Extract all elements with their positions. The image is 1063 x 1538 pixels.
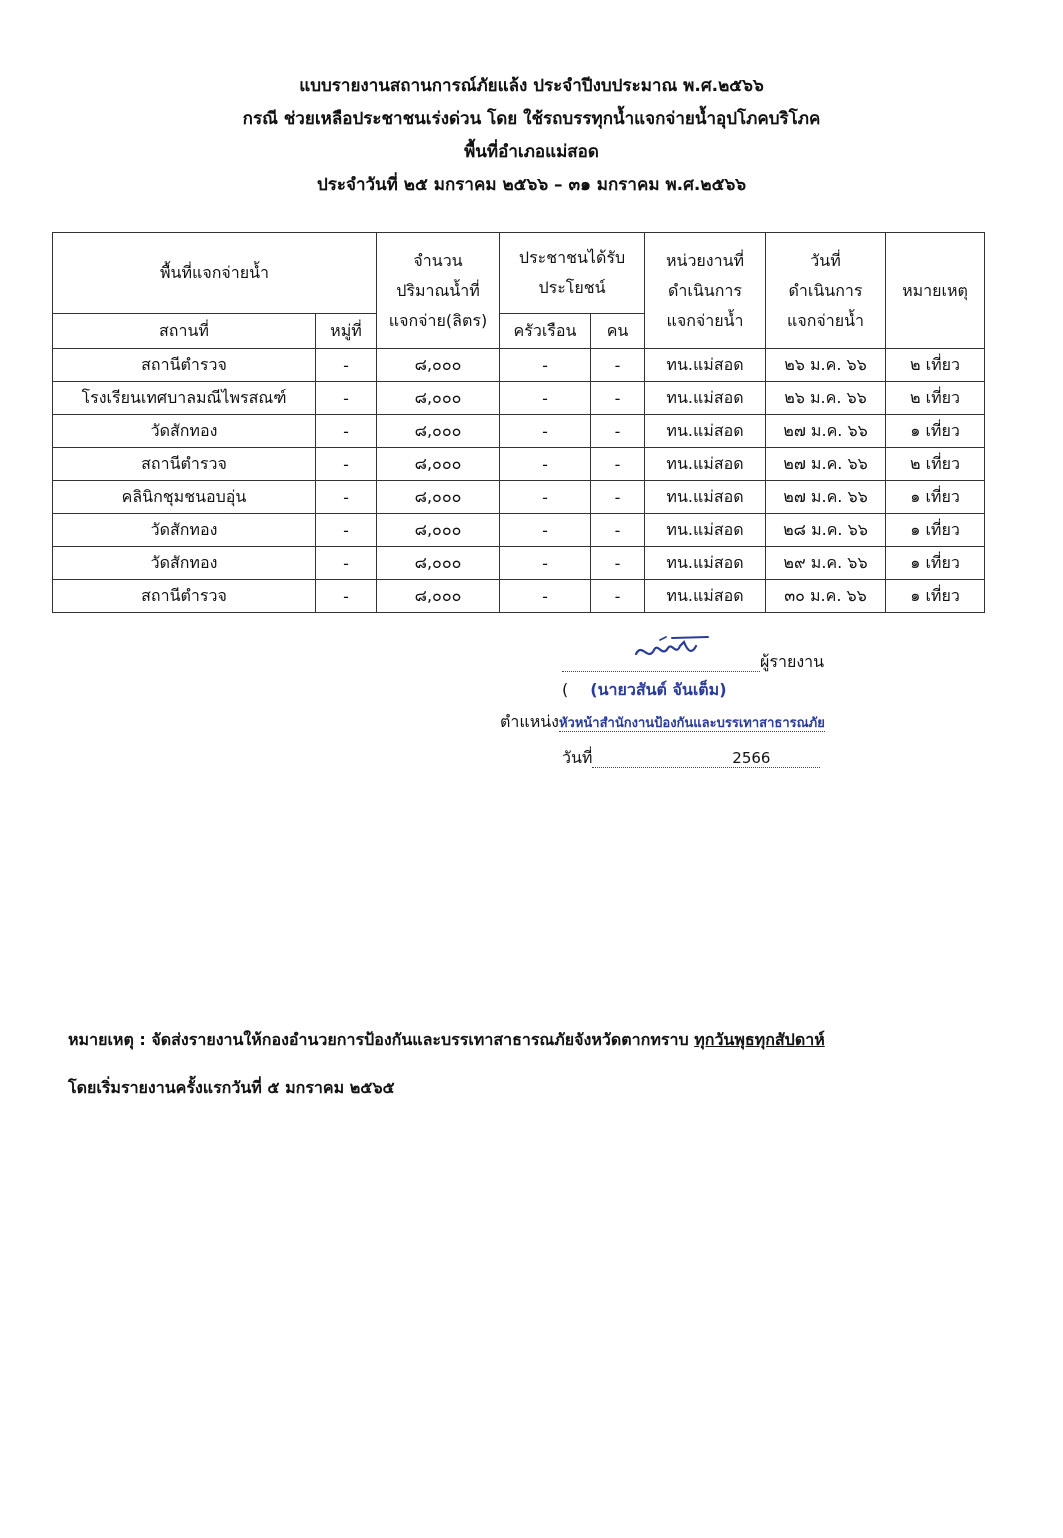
- water-distribution-table: [52, 232, 985, 613]
- place-cell: สถานีตำรวจ: [53, 448, 316, 481]
- households-cell: -: [500, 349, 591, 382]
- date-cell: ๒๖ ม.ค. ๖๖: [766, 349, 886, 382]
- people-cell: -: [591, 547, 645, 580]
- remark-cell: ๑ เที่ยว: [886, 547, 985, 580]
- agency-cell: ทน.แม่สอด: [645, 415, 766, 448]
- agency-cell: ทน.แม่สอด: [645, 481, 766, 514]
- village-cell: -: [316, 547, 377, 580]
- header-date-cell: วันที่ ดำเนินการ แจกจ่ายน้ำ: [766, 233, 886, 349]
- village-cell: -: [316, 382, 377, 415]
- date-line: [562, 746, 820, 771]
- reporter-name-line: ( (นายวสันต์ จันเต็ม): [562, 680, 727, 699]
- agency-cell: ทน.แม่สอด: [645, 580, 766, 613]
- table-row: [53, 448, 985, 481]
- header-agency-cell: หน่วยงานที่ ดำเนินการ แจกจ่ายน้ำ: [645, 233, 766, 349]
- households-cell: -: [500, 547, 591, 580]
- date-cell: ๓๐ ม.ค. ๖๖: [766, 580, 886, 613]
- header-title: แบบรายงานสถานการณ์ภัยแล้ง ประจำปีงบประมาณ พ.ศ.๒๕๖๖: [299, 76, 764, 96]
- date-cell: ๒๗ ม.ค. ๖๖: [766, 481, 886, 514]
- note-start-date: โดยเริ่มรายงานครั้งแรกวันที่ ๕ มกราคม ๒๕๖๕: [68, 1078, 395, 1097]
- remark-cell: ๑ เที่ยว: [886, 514, 985, 547]
- households-cell: -: [500, 580, 591, 613]
- table-row: [53, 415, 985, 448]
- date-cell: ๒๙ ม.ค. ๖๖: [766, 547, 886, 580]
- households-cell: -: [500, 514, 591, 547]
- remark-cell: ๒ เที่ยว: [886, 382, 985, 415]
- agency-cell: ทน.แม่สอด: [645, 448, 766, 481]
- households-cell: -: [500, 448, 591, 481]
- village-cell: -: [316, 580, 377, 613]
- remark-cell: ๒ เที่ยว: [886, 448, 985, 481]
- remark-cell: ๑ เที่ยว: [886, 415, 985, 448]
- agency-cell: ทน.แม่สอด: [645, 514, 766, 547]
- header-amount-cell: จำนวน ปริมาณน้ำที่ แจกจ่าย(ลิตร): [377, 233, 500, 349]
- agency-cell: ทน.แม่สอด: [645, 349, 766, 382]
- place-cell: โรงเรียนเทศบาลมณีไพรสณฑ์: [53, 382, 316, 415]
- date-label: วันที่: [562, 748, 593, 767]
- table-row: [53, 349, 985, 382]
- signature-dotted-line: [562, 652, 760, 672]
- remark-cell: ๑ เที่ยว: [886, 580, 985, 613]
- place-cell: สถานีตำรวจ: [53, 349, 316, 382]
- village-cell: -: [316, 448, 377, 481]
- place-cell: สถานีตำรวจ: [53, 580, 316, 613]
- people-cell: -: [591, 349, 645, 382]
- header-period: ประจำวันที่ ๒๕ มกราคม ๒๕๖๖ – ๓๑ มกราคม พ.ศ.๒๕๖๖: [316, 175, 747, 195]
- position-line: [500, 710, 825, 735]
- header-area: พื้นที่อำเภอแม่สอด: [464, 142, 599, 162]
- households-cell: -: [500, 481, 591, 514]
- amount-cell: ๘,๐๐๐: [377, 415, 500, 448]
- village-cell: -: [316, 349, 377, 382]
- place-cell: วัดสักทอง: [53, 547, 316, 580]
- people-cell: -: [591, 481, 645, 514]
- header-case: กรณี ช่วยเหลือประชาชนเร่งด่วน โดย ใช้รถบรรทุกน้ำแจกจ่ายน้ำอุปโภคบริโภค: [242, 109, 821, 129]
- header-area-cell: พื้นที่แจกจ่ายน้ำ: [53, 233, 377, 314]
- header-place-cell: สถานที่: [53, 314, 316, 349]
- people-cell: -: [591, 580, 645, 613]
- village-cell: -: [316, 481, 377, 514]
- place-cell: วัดสักทอง: [53, 415, 316, 448]
- date-value: 2566: [732, 749, 771, 767]
- date-cell: ๒๗ ม.ค. ๖๖: [766, 448, 886, 481]
- table-row: [53, 481, 985, 514]
- agency-cell: ทน.แม่สอด: [645, 547, 766, 580]
- reporter-label: ผู้รายงาน: [760, 652, 825, 671]
- place-cell: คลินิกชุมชนอบอุ่น: [53, 481, 316, 514]
- amount-cell: ๘,๐๐๐: [377, 349, 500, 382]
- households-cell: -: [500, 382, 591, 415]
- header-households-cell: ครัวเรือน: [500, 314, 591, 349]
- table-row: [53, 547, 985, 580]
- reporter-line: [562, 650, 824, 675]
- people-cell: -: [591, 382, 645, 415]
- table-row: [53, 514, 985, 547]
- households-cell: -: [500, 415, 591, 448]
- header-benefit-cell: ประชาชนได้รับ ประโยชน์: [500, 233, 645, 314]
- people-cell: -: [591, 514, 645, 547]
- report-header: [0, 70, 1063, 202]
- header-village-cell: หมู่ที่: [316, 314, 377, 349]
- reporter-name: (นายวสันต์ จันเต็ม): [590, 680, 727, 699]
- amount-cell: ๘,๐๐๐: [377, 514, 500, 547]
- note-prefix: หมายเหตุ : จัดส่งรายงานให้กองอำนวยการป้องกันและบรรเทาสาธารณภัยจังหวัดตากทราบ: [68, 1030, 695, 1049]
- date-cell: ๒๗ ม.ค. ๖๖: [766, 415, 886, 448]
- table-row: [53, 382, 985, 415]
- note-emphasis: ทุกวันพุธทุกสัปดาห์: [694, 1030, 825, 1049]
- people-cell: -: [591, 415, 645, 448]
- amount-cell: ๘,๐๐๐: [377, 448, 500, 481]
- position-label: ตำแหน่ง: [500, 712, 559, 731]
- header-remark-cell: หมายเหตุ: [886, 233, 985, 349]
- note-line-1: [68, 1028, 825, 1053]
- people-cell: -: [591, 448, 645, 481]
- amount-cell: ๘,๐๐๐: [377, 547, 500, 580]
- place-cell: วัดสักทอง: [53, 514, 316, 547]
- amount-cell: ๘,๐๐๐: [377, 382, 500, 415]
- remark-cell: ๑ เที่ยว: [886, 481, 985, 514]
- date-cell: ๒๘ ม.ค. ๖๖: [766, 514, 886, 547]
- village-cell: -: [316, 514, 377, 547]
- agency-cell: ทน.แม่สอด: [645, 382, 766, 415]
- amount-cell: ๘,๐๐๐: [377, 580, 500, 613]
- note-line-2: [68, 1076, 395, 1101]
- remark-cell: ๒ เที่ยว: [886, 349, 985, 382]
- header-people-cell: คน: [591, 314, 645, 349]
- village-cell: -: [316, 415, 377, 448]
- date-cell: ๒๖ ม.ค. ๖๖: [766, 382, 886, 415]
- table-row: [53, 580, 985, 613]
- amount-cell: ๘,๐๐๐: [377, 481, 500, 514]
- position-value: หัวหน้าสำนักงานป้องกันและบรรเทาสาธารณภัย: [558, 716, 825, 731]
